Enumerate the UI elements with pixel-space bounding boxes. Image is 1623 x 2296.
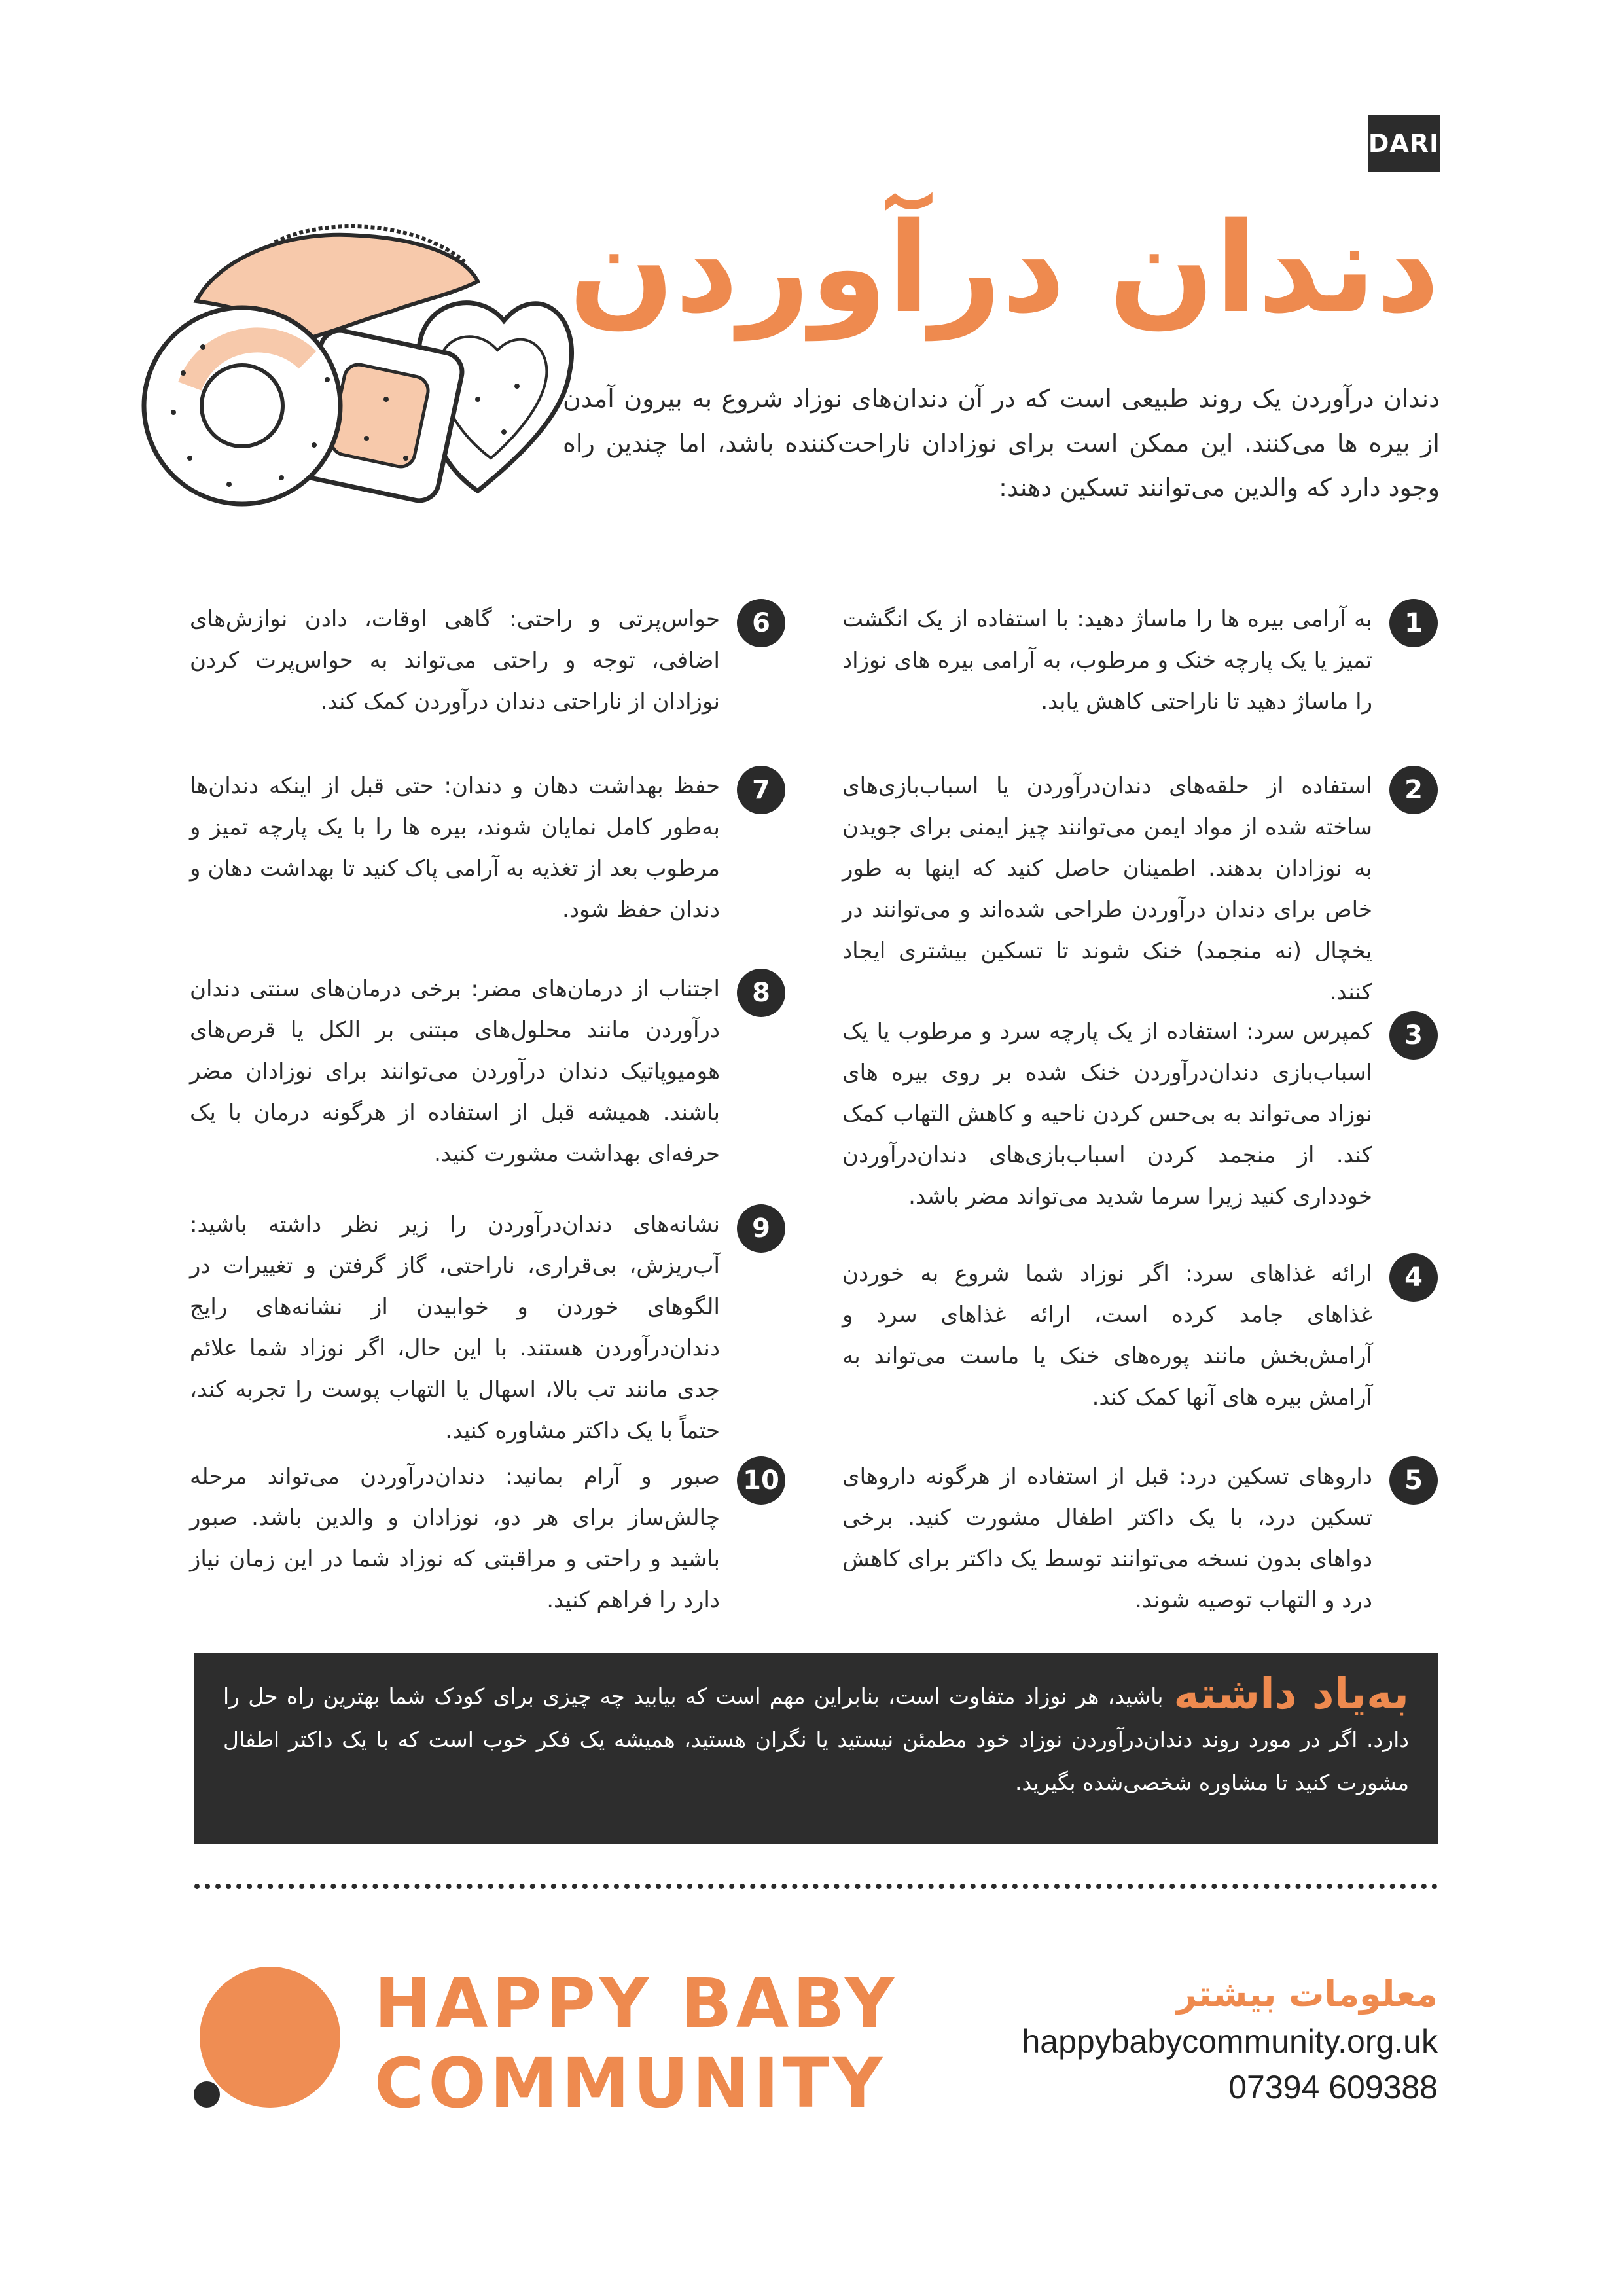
page-title: دندان درآوردن xyxy=(568,196,1440,340)
tip-text: کمپرس سرد: استفاده از یک پارچه سرد و مرطوب یا یک اسباب‌بازی دندان‌درآوردن خنک شده بر روی بیره های نوزاد می‌تواند به بی‌حس کردن ناحیه و کاهش التهاب کمک کند. از منجمد کردن اسباب‌بازی‌های دندان‌درآوردن خودداری کنید زیرا سرما شدید می‌تواند مضر باشد. xyxy=(842,1018,1372,1210)
remember-title: به‌یاد داشته xyxy=(1173,1668,1409,1719)
brand-line-1: HAPPY BABY xyxy=(374,1964,899,2043)
tip-text: به آرامی بیره ها را ماساژ دهید: با استفاده از یک انگشت تمیز یا یک پارچه خنک و مرطوب، به آرامی بیره های نوزاد را ماساژ دهید تا ناراحتی کاهش یابد. xyxy=(842,606,1372,715)
tip-item-8 xyxy=(190,969,785,1175)
teething-ring-illustration-icon xyxy=(111,203,582,530)
brand-line-2: COMMUNITY xyxy=(374,2043,887,2123)
tip-text: حفظ بهداشت دهان و دندان: حتی قبل از اینکه دندان‌ها به‌طور کامل نمایان شوند، بیره ها را با یک پارچه تمیز و مرطوب بعد از تغذیه به آرامی پاک کنید تا بهداشت دهان و دندان حفظ شود. xyxy=(190,773,720,923)
language-badge: DARI xyxy=(1368,115,1440,172)
tip-text: داروهای تسکین درد: قبل از استفاده از هرگونه داروهای تسکین درد، با یک داکتر اطفال مشورت کنید. برخی دواهای بدون نسخه می‌توانند توسط یک داکتر برای کاهش درد و التهاب توصیه شوند. xyxy=(842,1463,1372,1613)
tip-item-10 xyxy=(190,1456,785,1621)
brand-logo xyxy=(374,1964,898,2123)
tip-text: استفاده از حلقه‌های دندان‌درآوردن یا اسباب‌بازی‌های ساخته شده از مواد ایمن می‌توانند چیز ایمنی برای جویدن به نوزادان بدهند. اطمینان حاصل کنید که اینها به طور خاص برای دندان درآوردن طراحی شده‌اند و می‌توانند در یخچال (نه منجمد) خنک شوند تا تسکین بیشتری ایجاد کنند. xyxy=(842,773,1372,1005)
tip-number-badge: 3 xyxy=(1389,1011,1438,1060)
logo-dot-icon xyxy=(194,2081,220,2108)
tip-item-5 xyxy=(842,1456,1438,1621)
remember-box xyxy=(194,1653,1438,1844)
tip-number-badge: 5 xyxy=(1389,1456,1438,1505)
tip-item-6 xyxy=(190,599,785,723)
tip-item-1 xyxy=(842,599,1438,723)
tip-number-badge: 8 xyxy=(737,969,785,1017)
website-link[interactable]: happybabycommunity.org.uk xyxy=(1022,2023,1438,2060)
tip-text: ارائه غذاهای سرد: اگر نوزاد شما شروع به خوردن غذاهای جامد کرده است، ارائه غذاهای سرد و آرامش‌بخش مانند پوره‌های خنک یا ماست می‌تواند به آرامش بیره های آنها کمک کند. xyxy=(842,1261,1372,1410)
tip-text: صبور و آرام بمانید: دندان‌درآوردن می‌تواند مرحله چالش‌ساز برای هر دو، نوزادان و والدین باشد. صبور باشید و راحتی و مراقبتی که نوزاد شما در این زمان نیاز دارد را فراهم کنید. xyxy=(190,1463,720,1613)
tip-number-badge: 2 xyxy=(1389,766,1438,814)
remember-text: باشید، هر نوزاد متفاوت است، بنابراین مهم است که بیابید چه چیزی برای کودک شما بهترین راه حل را دارد. اگر در مورد روند دندان‌درآوردن نوزاد خود مطمئن نیستید یا نگران هستید، همیشه یک فکر خوب است که با یک داکتر اطفال مشورت کنید تا مشاوره شخصی‌شده بگیرید. xyxy=(223,1683,1409,1795)
tip-number-badge: 4 xyxy=(1389,1253,1438,1302)
tip-item-7 xyxy=(190,766,785,931)
phone-number[interactable]: 07394 609388 xyxy=(1228,2069,1438,2106)
tip-item-9 xyxy=(190,1204,785,1452)
tip-number-badge: 9 xyxy=(737,1204,785,1253)
tip-number-badge: 6 xyxy=(737,599,785,647)
tip-number-badge: 10 xyxy=(737,1456,785,1505)
tip-item-3 xyxy=(842,1011,1438,1217)
tip-text: اجتناب از درمان‌های مضر: برخی درمان‌های سنتی دندان درآوردن مانند محلول‌های مبتنی بر الکل یا قرص‌های هومیوپاتیک دندان درآوردن می‌توانند برای نوزادان مضر باشند. همیشه قبل از استفاده از هرگونه درمان با یک حرفه‌ای بهداشت مشورت کنید. xyxy=(190,976,720,1167)
intro-paragraph: دندان درآوردن یک روند طبیعی است که در آن دندان‌های نوزاد شروع به بیرون آمدن از بیره ها می‌کنند. این ممکن است برای نوزادان ناراحت‌کننده باشد، اما چندین راه وجود دارد که والدین می‌توانند تسکین دهند: xyxy=(563,384,1440,502)
tip-number-badge: 7 xyxy=(737,766,785,814)
tip-item-2 xyxy=(842,766,1438,1013)
tip-item-4 xyxy=(842,1253,1438,1418)
dotted-divider xyxy=(194,1884,1438,1898)
logo-circle-icon xyxy=(200,1967,340,2108)
tip-text: حواس‌پرتی و راحتی: گاهی اوقات، دادن نوازش‌های اضافی، توجه و راحتی می‌تواند به حواس‌پرت کردن نوزادان از ناراحتی دندان درآوردن کمک کند. xyxy=(190,606,720,715)
tip-text: نشانه‌های دندان‌درآوردن را زیر نظر داشته باشید: آب‌ریزش، بی‌قراری، ناراحتی، گاز گرفتن و تغییرات در الگوهای خوردن و خوابیدن از نشانه‌های رایج دندان‌درآوردن هستند. با این حال، اگر نوزاد شما علائم جدی مانند تب بالا، اسهال یا التهاب پوست را تجربه کند، حتماً با یک داکتر مشاوره کنید. xyxy=(190,1211,720,1444)
tip-number-badge: 1 xyxy=(1389,599,1438,647)
more-info-title: معلومات بیشتر xyxy=(1176,1973,1438,2015)
